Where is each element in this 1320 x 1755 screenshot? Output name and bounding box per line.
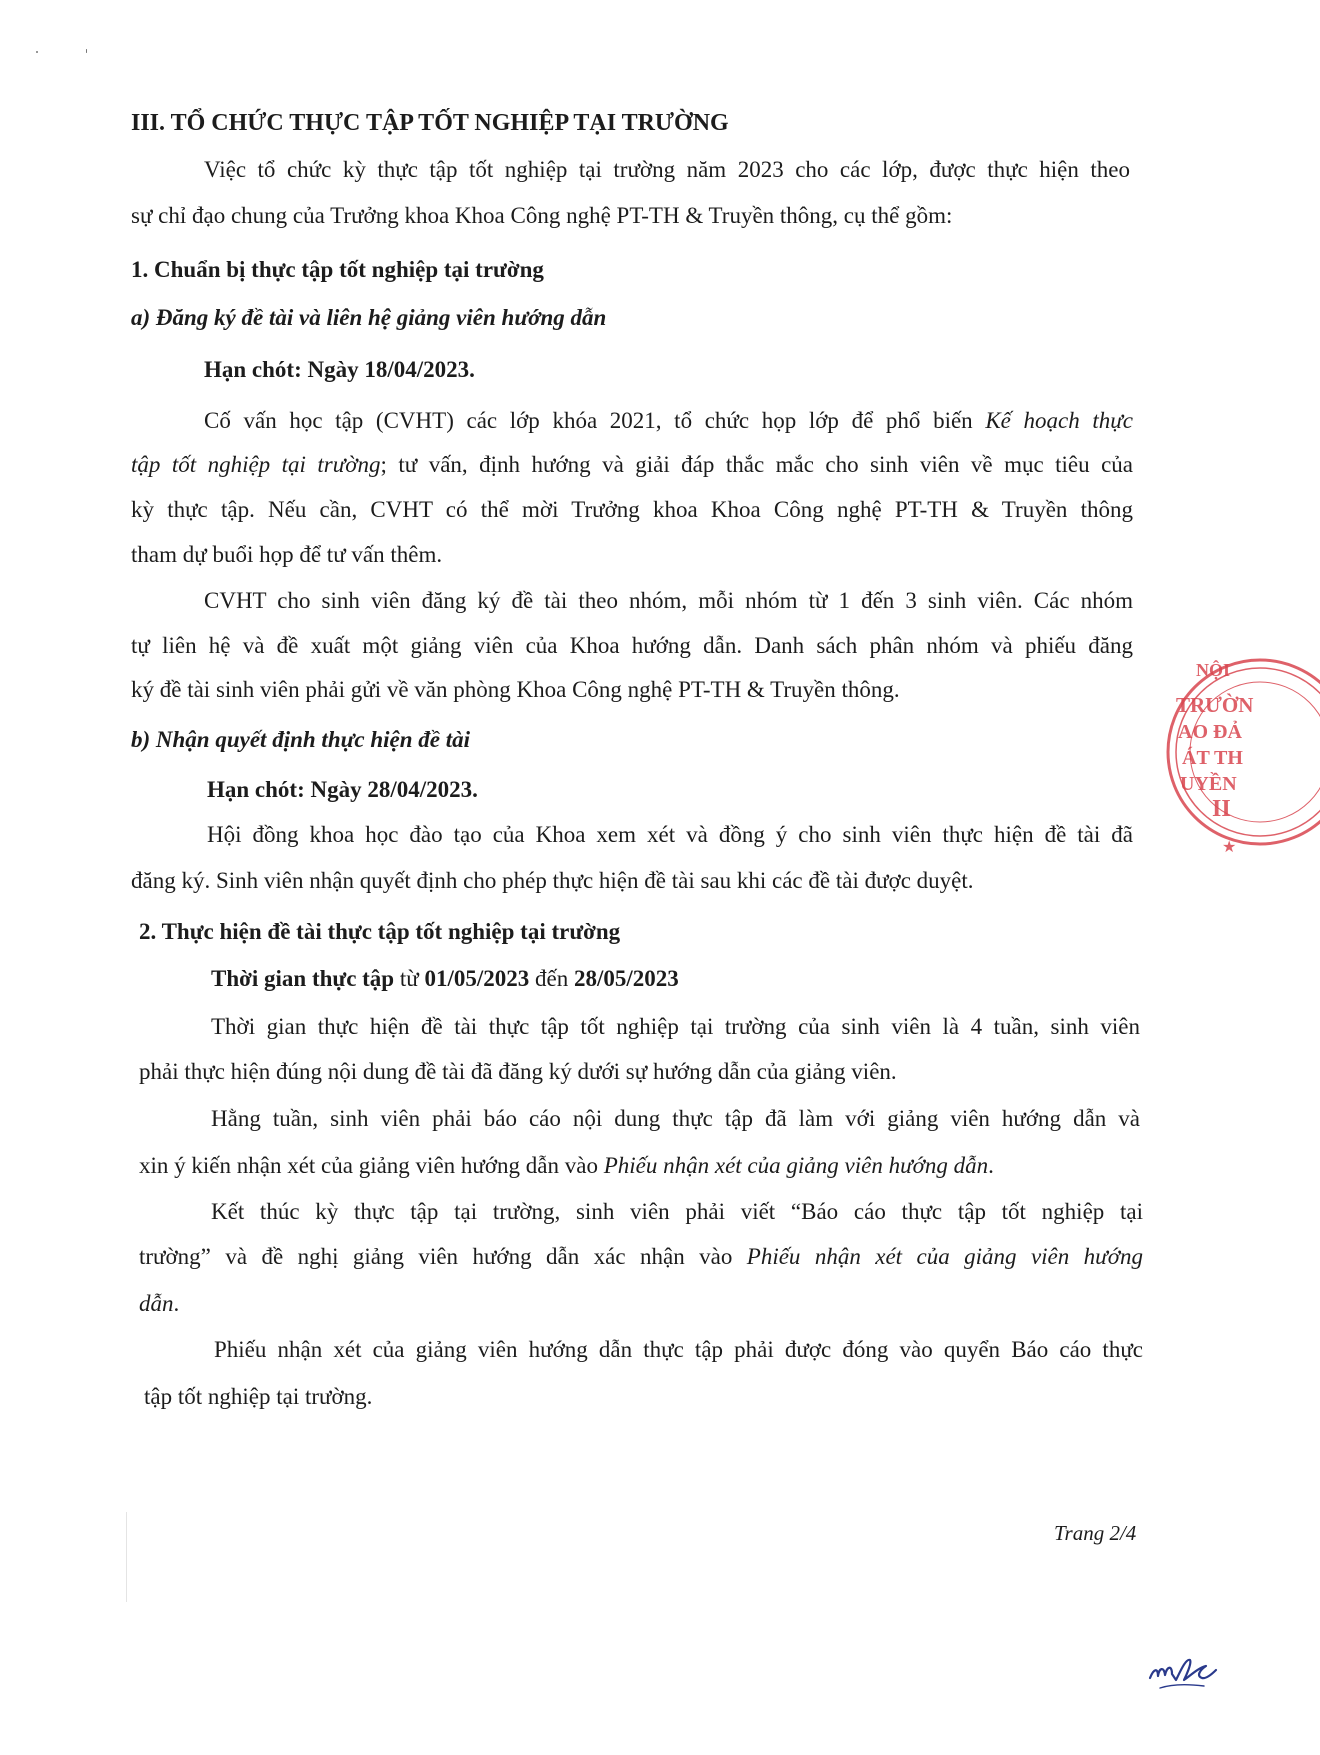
text-run: xin ý kiến nhận xét của giảng viên hướng dẫn vào (139, 1153, 604, 1178)
intro-line: sự chỉ đạo chung của Trưởng khoa Khoa Công nghệ PT-TH & Truyền thông, cụ thể gồm: (131, 203, 953, 228)
paragraph-line: Hội đồng khoa học đào tạo của Khoa xem xét và đồng ý cho sinh viên thực hiện đề tài đã (207, 822, 1133, 847)
paragraph-line: tự liên hệ và đề xuất một giảng viên của Khoa hướng dẫn. Danh sách phân nhóm và phiếu đăng (131, 633, 1133, 658)
sub-a-heading: a) Đăng ký đề tài và liên hệ giảng viên hướng dẫn (131, 305, 607, 330)
paragraph-line: tập tốt nghiệp tại trường. (144, 1384, 373, 1409)
period-label: Thời gian thực tập (211, 966, 395, 991)
text-run: đến (529, 966, 574, 991)
paragraph-line: phải thực hiện đúng nội dung đề tài đã đăng ký dưới sự hướng dẫn của giảng viên. (139, 1059, 897, 1084)
stamp-text: TRƯỜN (1176, 693, 1254, 717)
intro-line: Việc tổ chức kỳ thực tập tốt nghiệp tại trường năm 2023 cho các lớp, được thực hiện theo (204, 157, 1130, 182)
scan-speck (36, 51, 38, 53)
paragraph-line (131, 450, 1133, 480)
sub-a-deadline: Hạn chót: Ngày 18/04/2023. (204, 357, 475, 382)
svg-text:★: ★ (1222, 839, 1237, 856)
plan-title-run: tập tốt nghiệp tại trường (131, 452, 381, 477)
text-run: trường” và đề nghị giảng viên hướng dẫn xác nhận vào (139, 1244, 747, 1269)
paragraph-line (139, 1242, 1143, 1272)
period-start-date: 01/05/2023 (424, 966, 530, 991)
sub-b-heading: b) Nhận quyết định thực hiện đề tài (131, 727, 471, 752)
stamp-text: AO ĐẢ (1178, 721, 1242, 743)
red-seal-stamp-icon (1160, 640, 1320, 880)
paragraph-line: CVHT cho sinh viên đăng ký đề tài theo nhóm, mỗi nhóm từ 1 đến 3 sinh viên. Các nhóm (204, 588, 1133, 613)
stamp-text: UYỀN (1180, 773, 1237, 795)
form-title-run: Phiếu nhận xét của giảng viên hướng (746, 1244, 1144, 1269)
text-run: từ (394, 966, 425, 991)
paragraph-line (139, 1151, 994, 1181)
paragraph-line: kỳ thực tập. Nếu cần, CVHT có thể mời Trưởng khoa Khoa Công nghệ PT-TH & Truyền thông (131, 497, 1133, 522)
internship-period (211, 964, 679, 994)
section-title: III. TỔ CHỨC THỰC TẬP TỐT NGHIỆP TẠI TRƯỜNG (131, 110, 729, 136)
text-run: . (988, 1153, 994, 1178)
paragraph-line: đăng ký. Sinh viên nhận quyết định cho phép thực hiện đề tài sau khi các đề tài được duyệt. (131, 868, 974, 893)
scan-margin-line (126, 1512, 127, 1602)
scan-speck (86, 49, 87, 53)
paragraph-line: Kết thúc kỳ thực tập tại trường, sinh viên phải viết “Báo cáo thực tập tốt nghiệp tại (211, 1199, 1143, 1224)
text-run: . (173, 1291, 180, 1316)
paragraph-line: Thời gian thực hiện đề tài thực tập tốt nghiệp tại trường của sinh viên là 4 tuần, sinh viên (211, 1014, 1140, 1039)
form-title-run: dẫn (139, 1291, 174, 1316)
period-end-date: 28/05/2023 (573, 966, 679, 991)
paragraph-line: Phiếu nhận xét của giảng viên hướng dẫn thực tập phải được đóng vào quyển Báo cáo thực (214, 1337, 1143, 1362)
part2-heading: 2. Thực hiện đề tài thực tập tốt nghiệp tại trường (139, 919, 621, 944)
paragraph-line (139, 1289, 179, 1319)
stamp-text: ÁT TH (1182, 747, 1243, 769)
text-run: ; tư vấn, định hướng và giải đáp thắc mắc cho sinh viên về mục tiêu của (380, 452, 1133, 477)
text-run: Cố vấn học tập (CVHT) các lớp khóa 2021, tổ chức họp lớp để phổ biến (204, 408, 986, 433)
stamp-text: II (1212, 796, 1231, 822)
page-number: Trang 2/4 (1054, 1521, 1137, 1545)
sub-b-deadline: Hạn chót: Ngày 28/04/2023. (207, 777, 478, 802)
paragraph-line: tham dự buổi họp để tư vấn thêm. (131, 542, 443, 567)
stamp-text: NỘI (1196, 660, 1231, 680)
signature-initials-icon (1146, 1650, 1218, 1696)
plan-title-run: Kế hoạch thực (985, 408, 1133, 433)
form-title-run: Phiếu nhận xét của giảng viên hướng dẫn (603, 1153, 989, 1178)
paragraph-line (204, 406, 1133, 436)
paragraph-line: ký đề tài sinh viên phải gửi về văn phòng Khoa Công nghệ PT-TH & Truyền thông. (131, 677, 900, 702)
paragraph-line: Hằng tuần, sinh viên phải báo cáo nội dung thực tập đã làm với giảng viên hướng dẫn và (211, 1106, 1140, 1131)
part1-heading: 1. Chuẩn bị thực tập tốt nghiệp tại trường (131, 257, 544, 282)
